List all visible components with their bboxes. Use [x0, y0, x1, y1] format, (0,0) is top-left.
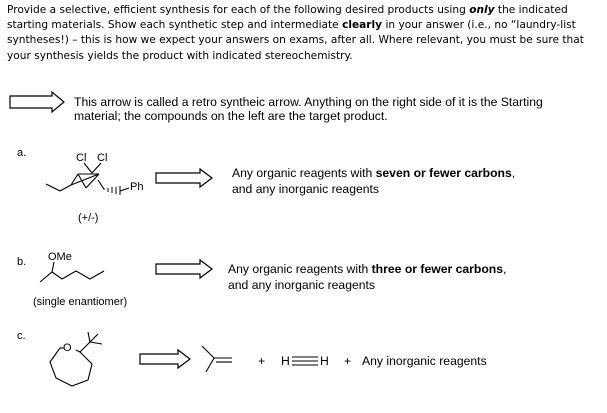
- problem-b-letter: b.: [17, 256, 27, 268]
- instructions-text-3: in your answer (i.e., no “laundry-list syntheses!) – this is how we expect your answers on exams, after all. Where relevant, you must be sure that your synthesis yields the product with indicated stereochemistry.: [7, 19, 584, 62]
- problem-b-reagents-comma: ,: [503, 262, 507, 276]
- problem-a-letter: a.: [17, 147, 27, 159]
- problem-c-hydrogen-right: H: [320, 354, 329, 368]
- problem-a-reagents-text: Any organic reagents with: [232, 166, 376, 180]
- problem-b-reagents-limit: three or fewer carbons: [371, 262, 504, 276]
- problem-b-reagents-line2: and any inorganic reagents: [228, 278, 376, 292]
- problem-a-reagents-line2: and any inorganic reagents: [232, 182, 380, 196]
- problem-c-reagents: Any inorganic reagents: [362, 354, 487, 368]
- problem-a-reagents-limit: seven or fewer carbons: [375, 166, 512, 180]
- problem-c-hydrogen-left: H: [281, 354, 290, 368]
- problem-a-stereo-note: (+/-): [78, 212, 99, 224]
- problem-a-ph: Ph: [130, 181, 144, 193]
- problem-b-stereo-note: (single enantiomer): [33, 296, 128, 308]
- instructions-emphasis-only: only: [469, 4, 495, 16]
- problem-c-ring-oxygen: O: [63, 342, 72, 354]
- instructions-text-1: Provide a selective, efficient synthesis for each of the following desired products using: [7, 4, 470, 16]
- problem-a-reagents-comma: ,: [511, 166, 516, 180]
- problem-b-ome: OMe: [48, 251, 72, 263]
- instructions-emphasis-clearly: clearly: [342, 19, 383, 32]
- instructions-text-2: the indicated starting materials. Show each synthetic step and intermediate: [7, 4, 568, 32]
- problem-b-reagents-text: Any organic reagents with: [228, 262, 372, 276]
- problem-a-cl-right: Cl: [97, 152, 108, 164]
- retro-note-line1: This arrow is called a retro syntheic arrow. Anything on the right side of it is the Starting: [74, 95, 543, 109]
- problem-c-letter: c.: [17, 330, 26, 342]
- problem-c-plus-2: +: [344, 354, 352, 368]
- problem-c-plus-1: +: [258, 354, 266, 368]
- retro-note-line2: material; the compounds on the left are the target product.: [74, 109, 388, 123]
- problem-a-cl-left: Cl: [76, 152, 87, 164]
